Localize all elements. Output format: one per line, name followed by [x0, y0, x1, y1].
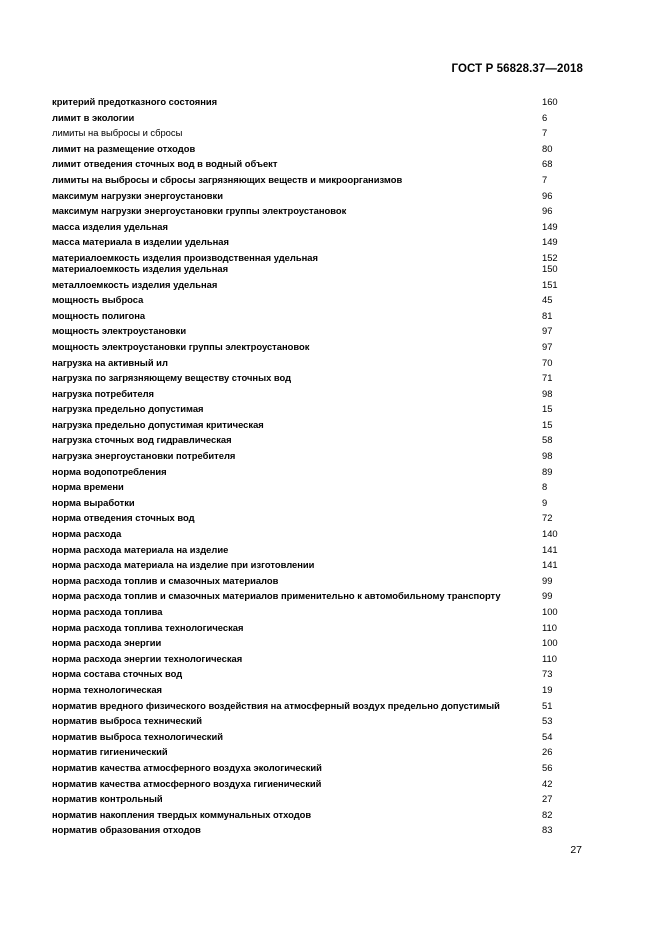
- index-term: нагрузка энергоустановки потребителя: [52, 450, 236, 462]
- index-page-ref: 150: [542, 262, 558, 274]
- index-entry: [52, 511, 580, 527]
- index-page-ref: 42: [542, 777, 553, 789]
- index-page-ref: 15: [542, 403, 553, 415]
- index-term: норма расхода энергии: [52, 637, 162, 649]
- index-page-ref: 51: [542, 699, 553, 711]
- index-page-ref: 6: [542, 111, 548, 123]
- index-term: лимиты на выбросы и сбросы загрязняющих веществ и микроорганизмов: [52, 173, 403, 185]
- index-term: норматив вредного физического воздействия на атмосферный воздух предельно допустимый: [52, 699, 500, 711]
- index-entry: [52, 402, 580, 418]
- index-term: норма расхода топлива: [52, 606, 163, 617]
- index-page-ref: 54: [542, 730, 553, 742]
- index-page-ref: 152: [542, 251, 558, 263]
- index-entry: [52, 714, 580, 730]
- index-entry: [52, 449, 580, 465]
- index-page-ref: 73: [542, 668, 553, 680]
- index-entry: [52, 433, 580, 449]
- index-term: лимит в экологии: [52, 111, 135, 123]
- index-page-ref: 100: [542, 606, 558, 617]
- index-term: нагрузка предельно допустимая критическая: [52, 418, 264, 430]
- index-page-ref: 97: [542, 340, 553, 352]
- index-term: максимум нагрузки энергоустановки группы электроустановок: [52, 205, 347, 217]
- index-page-ref: 19: [542, 683, 553, 695]
- index-term: материалоемкость изделия производственная удельная: [52, 251, 318, 263]
- index-page-ref: 99: [542, 590, 553, 602]
- index-page-ref: 100: [542, 637, 558, 649]
- index-term: норматив качества атмосферного воздуха гигиенический: [52, 777, 322, 789]
- index-entry: [52, 792, 580, 808]
- index-term: норматив выброса технологический: [52, 730, 224, 742]
- index-entry: [52, 340, 580, 356]
- index-page-ref: 71: [542, 372, 553, 384]
- index-entry: [52, 543, 580, 559]
- index-entry: [52, 220, 580, 236]
- index-term: норматив накопления твердых коммунальных отходов: [52, 808, 312, 820]
- index-term: норма выработки: [52, 496, 135, 508]
- index-entry: [52, 480, 580, 496]
- index-entry: [52, 111, 580, 127]
- index-entry: [52, 558, 580, 574]
- index-page-ref: 70: [542, 356, 553, 368]
- index-term: норматив качества атмосферного воздуха экологический: [52, 761, 322, 773]
- index-entry: [52, 309, 580, 325]
- index-page-ref: 140: [542, 528, 558, 540]
- index-entry: [52, 667, 580, 683]
- index-entry: [52, 745, 580, 761]
- index-term: лимит на размещение отходов: [52, 142, 196, 154]
- index-entry: [52, 496, 580, 512]
- index-page-ref: 72: [542, 512, 553, 524]
- index-term: норма отведения сточных вод: [52, 512, 195, 524]
- index-entry: [52, 324, 580, 340]
- index-entry: [52, 142, 580, 158]
- index-page-ref: 9: [542, 496, 548, 508]
- index-entry: [52, 605, 580, 621]
- index-entry: [52, 204, 580, 220]
- index-page-ref: 82: [542, 808, 553, 820]
- index-entry: [52, 418, 580, 434]
- index-term: нагрузка по загрязняющему веществу сточных вод: [52, 372, 292, 384]
- index-term: норматив контрольный: [52, 793, 163, 805]
- index-entry: [52, 636, 580, 652]
- index-entry: [52, 95, 580, 111]
- index-page-ref: 99: [542, 574, 553, 586]
- index-term: масса материала в изделии удельная: [52, 236, 229, 248]
- document-id-header: ГОСТ Р 56828.37—2018: [451, 63, 583, 75]
- index-term: максимум нагрузки энергоустановки: [52, 189, 223, 201]
- index-page-ref: 45: [542, 294, 553, 306]
- index-term: норма состава сточных вод: [52, 668, 183, 680]
- index-term: норма расхода материала на изделие при изготовлении: [52, 559, 315, 571]
- index-page-ref: 83: [542, 824, 553, 836]
- index-entry: [52, 683, 580, 699]
- index-page-ref: 27: [542, 793, 553, 805]
- index-term: критерий предотказного состояния: [52, 96, 218, 107]
- alphabetical-index-list: [52, 95, 580, 839]
- index-entry: [52, 189, 580, 205]
- index-term: норма расхода топлив и смазочных материалов применительно к автомобильному транспорту: [52, 590, 501, 602]
- index-page-ref: 97: [542, 325, 553, 337]
- index-term: металлоемкость изделия удельная: [52, 278, 218, 290]
- index-entry: [52, 574, 580, 590]
- index-term: норма расхода энергии технологическая: [52, 652, 243, 664]
- index-term: норма технологическая: [52, 683, 163, 695]
- index-term: нагрузка потребителя: [52, 387, 154, 399]
- index-entry: [52, 777, 580, 793]
- index-entry: [52, 126, 580, 142]
- index-term: норма расхода топлив и смазочных материалов: [52, 574, 279, 586]
- index-term: норма расхода материала на изделие: [52, 543, 229, 555]
- index-term: материалоемкость изделия удельная: [52, 262, 229, 274]
- index-term: лимиты на выбросы и сбросы: [52, 127, 183, 139]
- index-page-ref: 141: [542, 559, 558, 571]
- index-page-ref: 7: [542, 173, 548, 185]
- index-term: норма водопотребления: [52, 465, 167, 477]
- index-term: лимит отведения сточных вод в водный объект: [52, 158, 278, 170]
- page-number: 27: [570, 844, 582, 856]
- index-entry: [52, 761, 580, 777]
- index-entry: [52, 251, 580, 262]
- index-page-ref: 160: [542, 96, 558, 107]
- index-entry: [52, 652, 580, 668]
- index-page-ref: 89: [542, 465, 553, 477]
- index-term: норма времени: [52, 481, 124, 493]
- index-entry: [52, 589, 580, 605]
- index-entry: [52, 293, 580, 309]
- index-term: норматив выброса технический: [52, 715, 203, 727]
- index-entry: [52, 465, 580, 481]
- index-entry: [52, 808, 580, 824]
- index-entry: [52, 356, 580, 372]
- index-entry: [52, 262, 580, 278]
- index-page-ref: 53: [542, 715, 553, 727]
- index-entry: [52, 730, 580, 746]
- index-page-ref: 110: [542, 621, 557, 633]
- index-entry: [52, 157, 580, 173]
- index-page-ref: 58: [542, 434, 553, 446]
- index-term: нагрузка предельно допустимая: [52, 403, 204, 415]
- index-page-ref: 141: [542, 543, 558, 555]
- index-term: масса изделия удельная: [52, 220, 168, 232]
- index-term: мощность выброса: [52, 294, 144, 306]
- index-term: норма расхода топлива технологическая: [52, 621, 244, 633]
- index-term: нагрузка сточных вод гидравлическая: [52, 434, 232, 446]
- index-page-ref: 149: [542, 220, 558, 232]
- index-entry: [52, 621, 580, 637]
- index-term: норма расхода: [52, 528, 122, 540]
- index-page-ref: 81: [542, 309, 553, 321]
- index-term: норматив гигиенический: [52, 746, 168, 758]
- index-page-ref: 110: [542, 652, 557, 664]
- index-entry: [52, 235, 580, 251]
- index-term: мощность электроустановки: [52, 325, 187, 337]
- index-page-ref: 26: [542, 746, 553, 758]
- index-page-ref: 96: [542, 189, 553, 201]
- index-page-ref: 151: [542, 278, 558, 290]
- index-page-ref: 56: [542, 761, 553, 773]
- index-page-ref: 68: [542, 158, 553, 170]
- index-page-ref: 98: [542, 450, 553, 462]
- index-entry: [52, 699, 580, 715]
- index-page-ref: 149: [542, 236, 558, 248]
- index-page-ref: 80: [542, 142, 553, 154]
- index-term: мощность электроустановки группы электроустановок: [52, 340, 310, 352]
- index-page-ref: 15: [542, 418, 553, 430]
- index-entry: [52, 278, 580, 294]
- index-term: нагрузка на активный ил: [52, 356, 168, 368]
- index-entry: [52, 173, 580, 189]
- index-page-ref: 7: [542, 127, 548, 139]
- index-page-ref: 8: [542, 481, 548, 493]
- index-page-ref: 96: [542, 205, 553, 217]
- index-entry: [52, 371, 580, 387]
- index-entry: [52, 387, 580, 403]
- index-entry: [52, 823, 580, 839]
- index-page-ref: 98: [542, 387, 553, 399]
- index-term: мощность полигона: [52, 309, 146, 321]
- index-term: норматив образования отходов: [52, 824, 201, 836]
- index-entry: [52, 527, 580, 543]
